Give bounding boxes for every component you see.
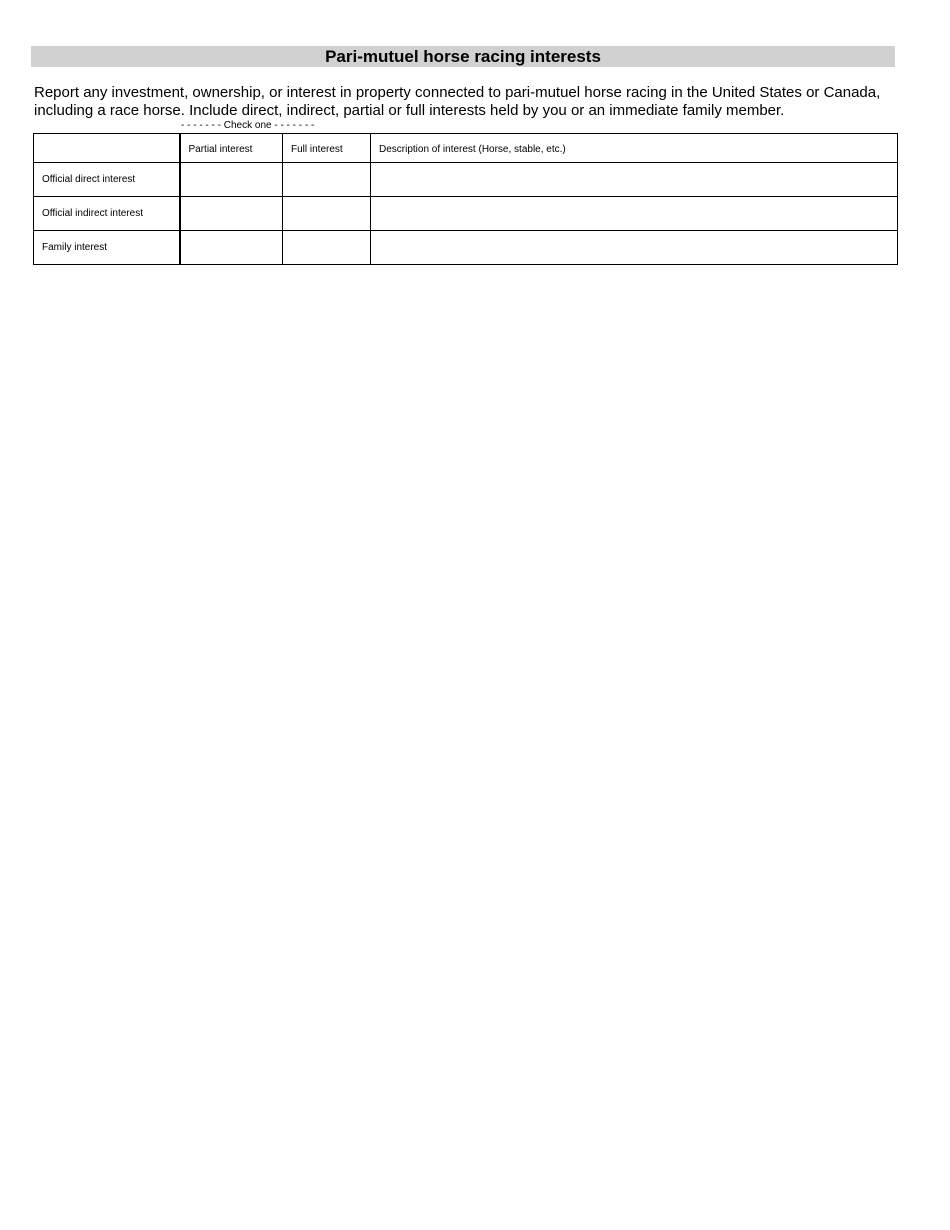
section-title: Pari-mutuel horse racing interests bbox=[325, 47, 601, 66]
description-field[interactable] bbox=[371, 163, 898, 197]
table-row bbox=[34, 163, 898, 197]
table-row bbox=[34, 197, 898, 231]
description-field[interactable] bbox=[371, 231, 898, 265]
header-description: Description of interest (Horse, stable, etc.) bbox=[371, 134, 898, 163]
check-one-label: - - - - - - - Check one - - - - - - - bbox=[181, 120, 315, 131]
section-title-bar bbox=[31, 46, 895, 67]
row-label-official-indirect: Official indirect interest bbox=[34, 197, 180, 231]
row-label-official-direct: Official direct interest bbox=[34, 163, 180, 197]
full-interest-checkbox-cell[interactable] bbox=[283, 197, 371, 231]
description-field[interactable] bbox=[371, 197, 898, 231]
table-row bbox=[34, 231, 898, 265]
header-blank-cell bbox=[34, 134, 180, 163]
full-interest-checkbox-cell[interactable] bbox=[283, 163, 371, 197]
instructions-text: Report any investment, ownership, or interest in property connected to pari-mutuel horse racing in the United States or Canada, including a race horse. Include direct, indirect, partial or full interests held by you or an immediate family member. bbox=[34, 84, 881, 119]
header-partial-interest: Partial interest bbox=[180, 134, 283, 163]
interests-table bbox=[33, 133, 898, 265]
partial-interest-checkbox-cell[interactable] bbox=[180, 231, 283, 265]
full-interest-checkbox-cell[interactable] bbox=[283, 231, 371, 265]
partial-interest-checkbox-cell[interactable] bbox=[180, 163, 283, 197]
header-full-interest: Full interest bbox=[283, 134, 371, 163]
row-label-family: Family interest bbox=[34, 231, 180, 265]
partial-interest-checkbox-cell[interactable] bbox=[180, 197, 283, 231]
table-header-row bbox=[34, 134, 898, 163]
